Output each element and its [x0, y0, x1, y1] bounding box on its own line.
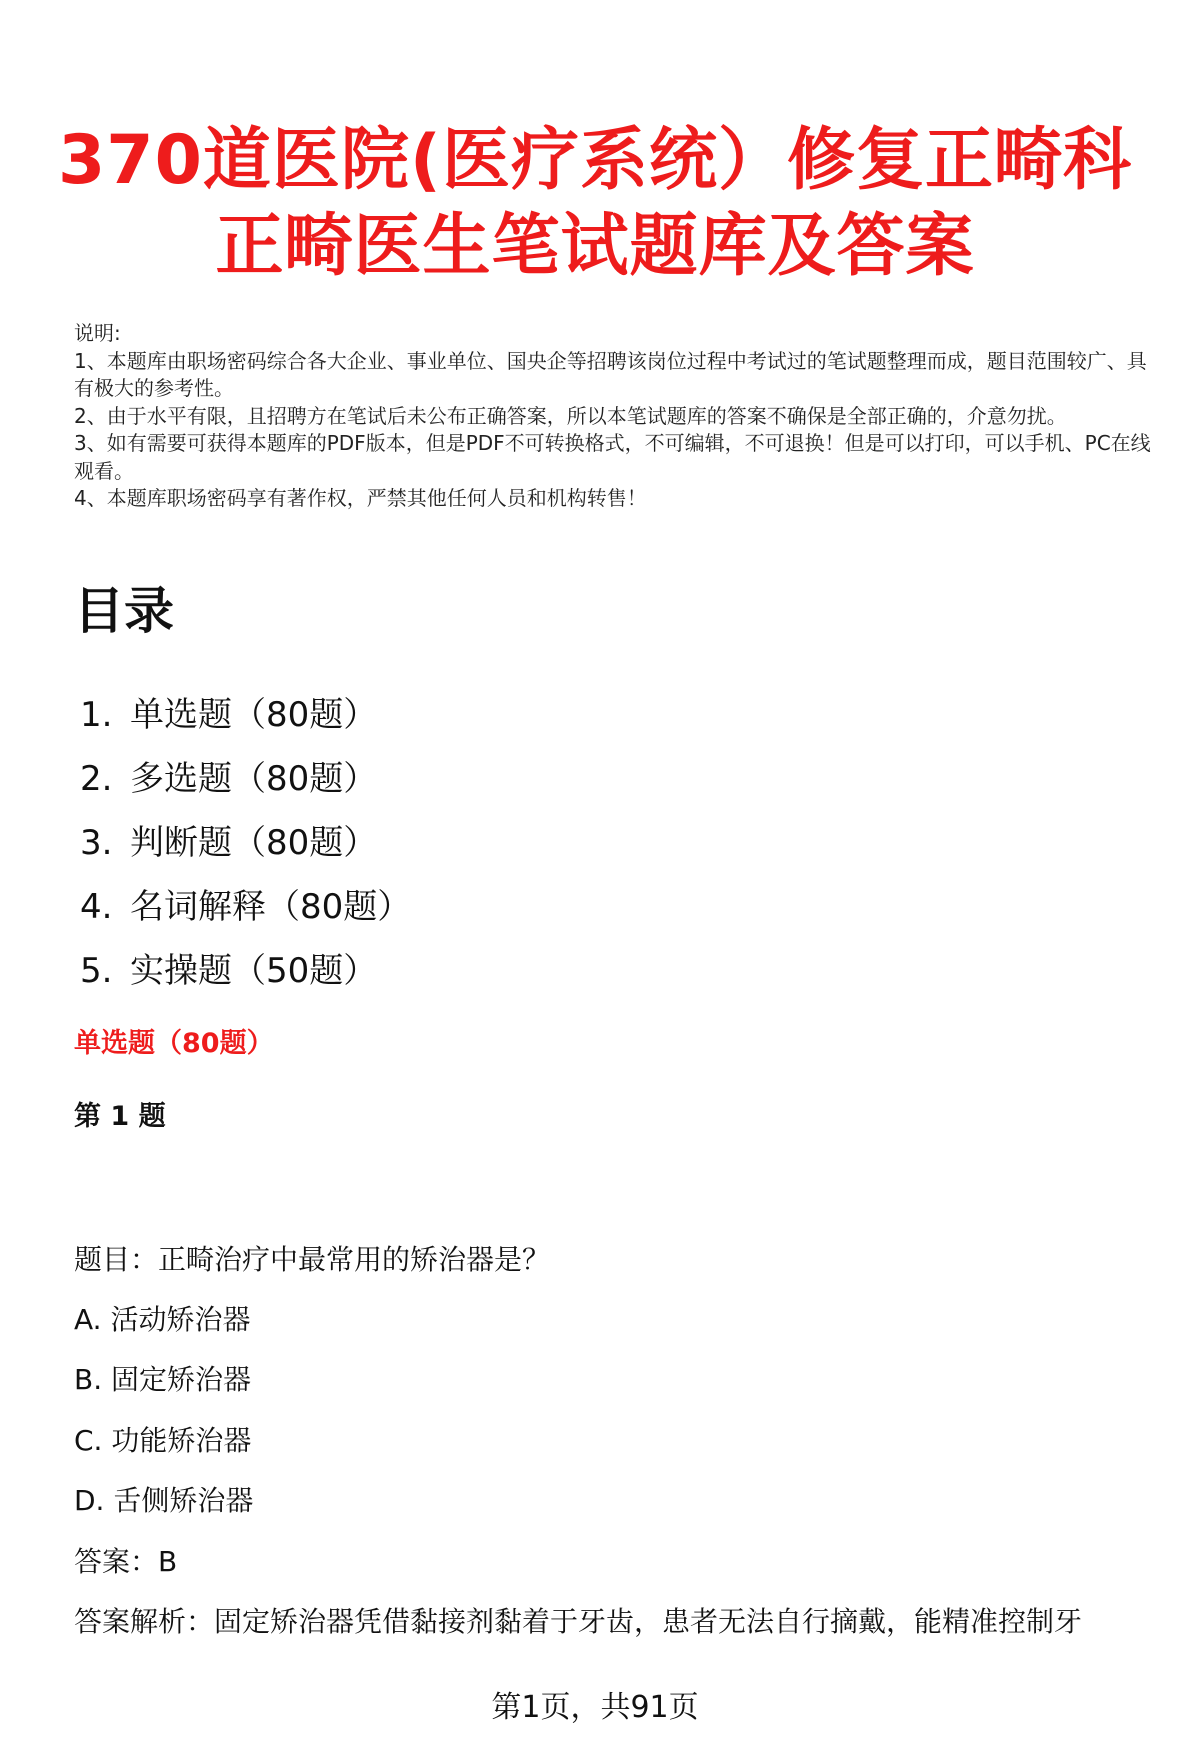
question-text: 题目：正畸治疗中最常用的矫治器是？ — [74, 1243, 551, 1276]
document-title — [0, 118, 1190, 290]
toc-item-number: 5. — [80, 951, 113, 991]
answer-analysis: 答案解析：固定矫治器凭借黏接剂黏着于牙齿，患者无法自行摘戴，能精准控制牙 — [74, 1605, 1083, 1638]
toc-item-label: 多选题（80题） — [130, 759, 378, 799]
toc-heading: 目录 — [74, 582, 174, 640]
toc-item[interactable] — [80, 747, 980, 811]
toc-item-number: 1. — [80, 695, 113, 735]
question-number: 第 1 题 — [74, 1101, 166, 1132]
instruction-item: 2、由于水平有限，且招聘方在笔试后未公布正确答案，所以本笔试题库的答案不确保是全部正确的，介意勿扰。 — [74, 403, 1067, 428]
toc-item-number: 4. — [80, 887, 113, 927]
toc-item-label: 单选题（80题） — [130, 695, 378, 735]
title-line-2: 正畸医生笔试题库及答案 — [215, 207, 975, 286]
toc-item[interactable] — [80, 939, 980, 1003]
instructions-heading: 说明: — [74, 321, 121, 345]
toc-item-label: 实操题（50题） — [130, 951, 378, 991]
table-of-contents — [80, 683, 980, 1003]
option-d: D. 舌侧矫治器 — [74, 1484, 254, 1517]
toc-item[interactable] — [80, 875, 980, 939]
instruction-item: 1、本题库由职场密码综合各大企业、事业单位、国央企等招聘该岗位过程中考试过的笔试题整理而成，题目范围较广、具有极大的参考性。 — [74, 348, 1147, 400]
toc-item-label: 名词解释（80题） — [130, 887, 412, 927]
page-footer: 第1页，共91页 — [491, 1690, 699, 1725]
instruction-item: 3、如有需要可获得本题库的PDF版本，但是PDF不可转换格式，不可编辑，不可退换！但是可以打印，可以手机、PC在线观看。 — [74, 431, 1151, 483]
option-c: C. 功能矫治器 — [74, 1424, 252, 1457]
option-b: B. 固定矫治器 — [74, 1363, 252, 1396]
title-line-1: 370道医院(医疗系统）修复正畸科 — [57, 121, 1133, 200]
section-title: 单选题（80题） — [74, 1028, 274, 1059]
toc-item-number: 2. — [80, 759, 113, 799]
toc-item-number: 3. — [80, 823, 113, 863]
toc-item[interactable] — [80, 811, 980, 875]
instruction-item: 4、本题库职场密码享有著作权，严禁其他任何人员和机构转售！ — [74, 486, 647, 510]
toc-item-label: 判断题（80题） — [130, 823, 378, 863]
answer: 答案：B — [74, 1545, 178, 1578]
toc-item[interactable] — [80, 683, 980, 747]
instructions-block — [74, 320, 1154, 513]
option-a: A. 活动矫治器 — [74, 1303, 251, 1336]
